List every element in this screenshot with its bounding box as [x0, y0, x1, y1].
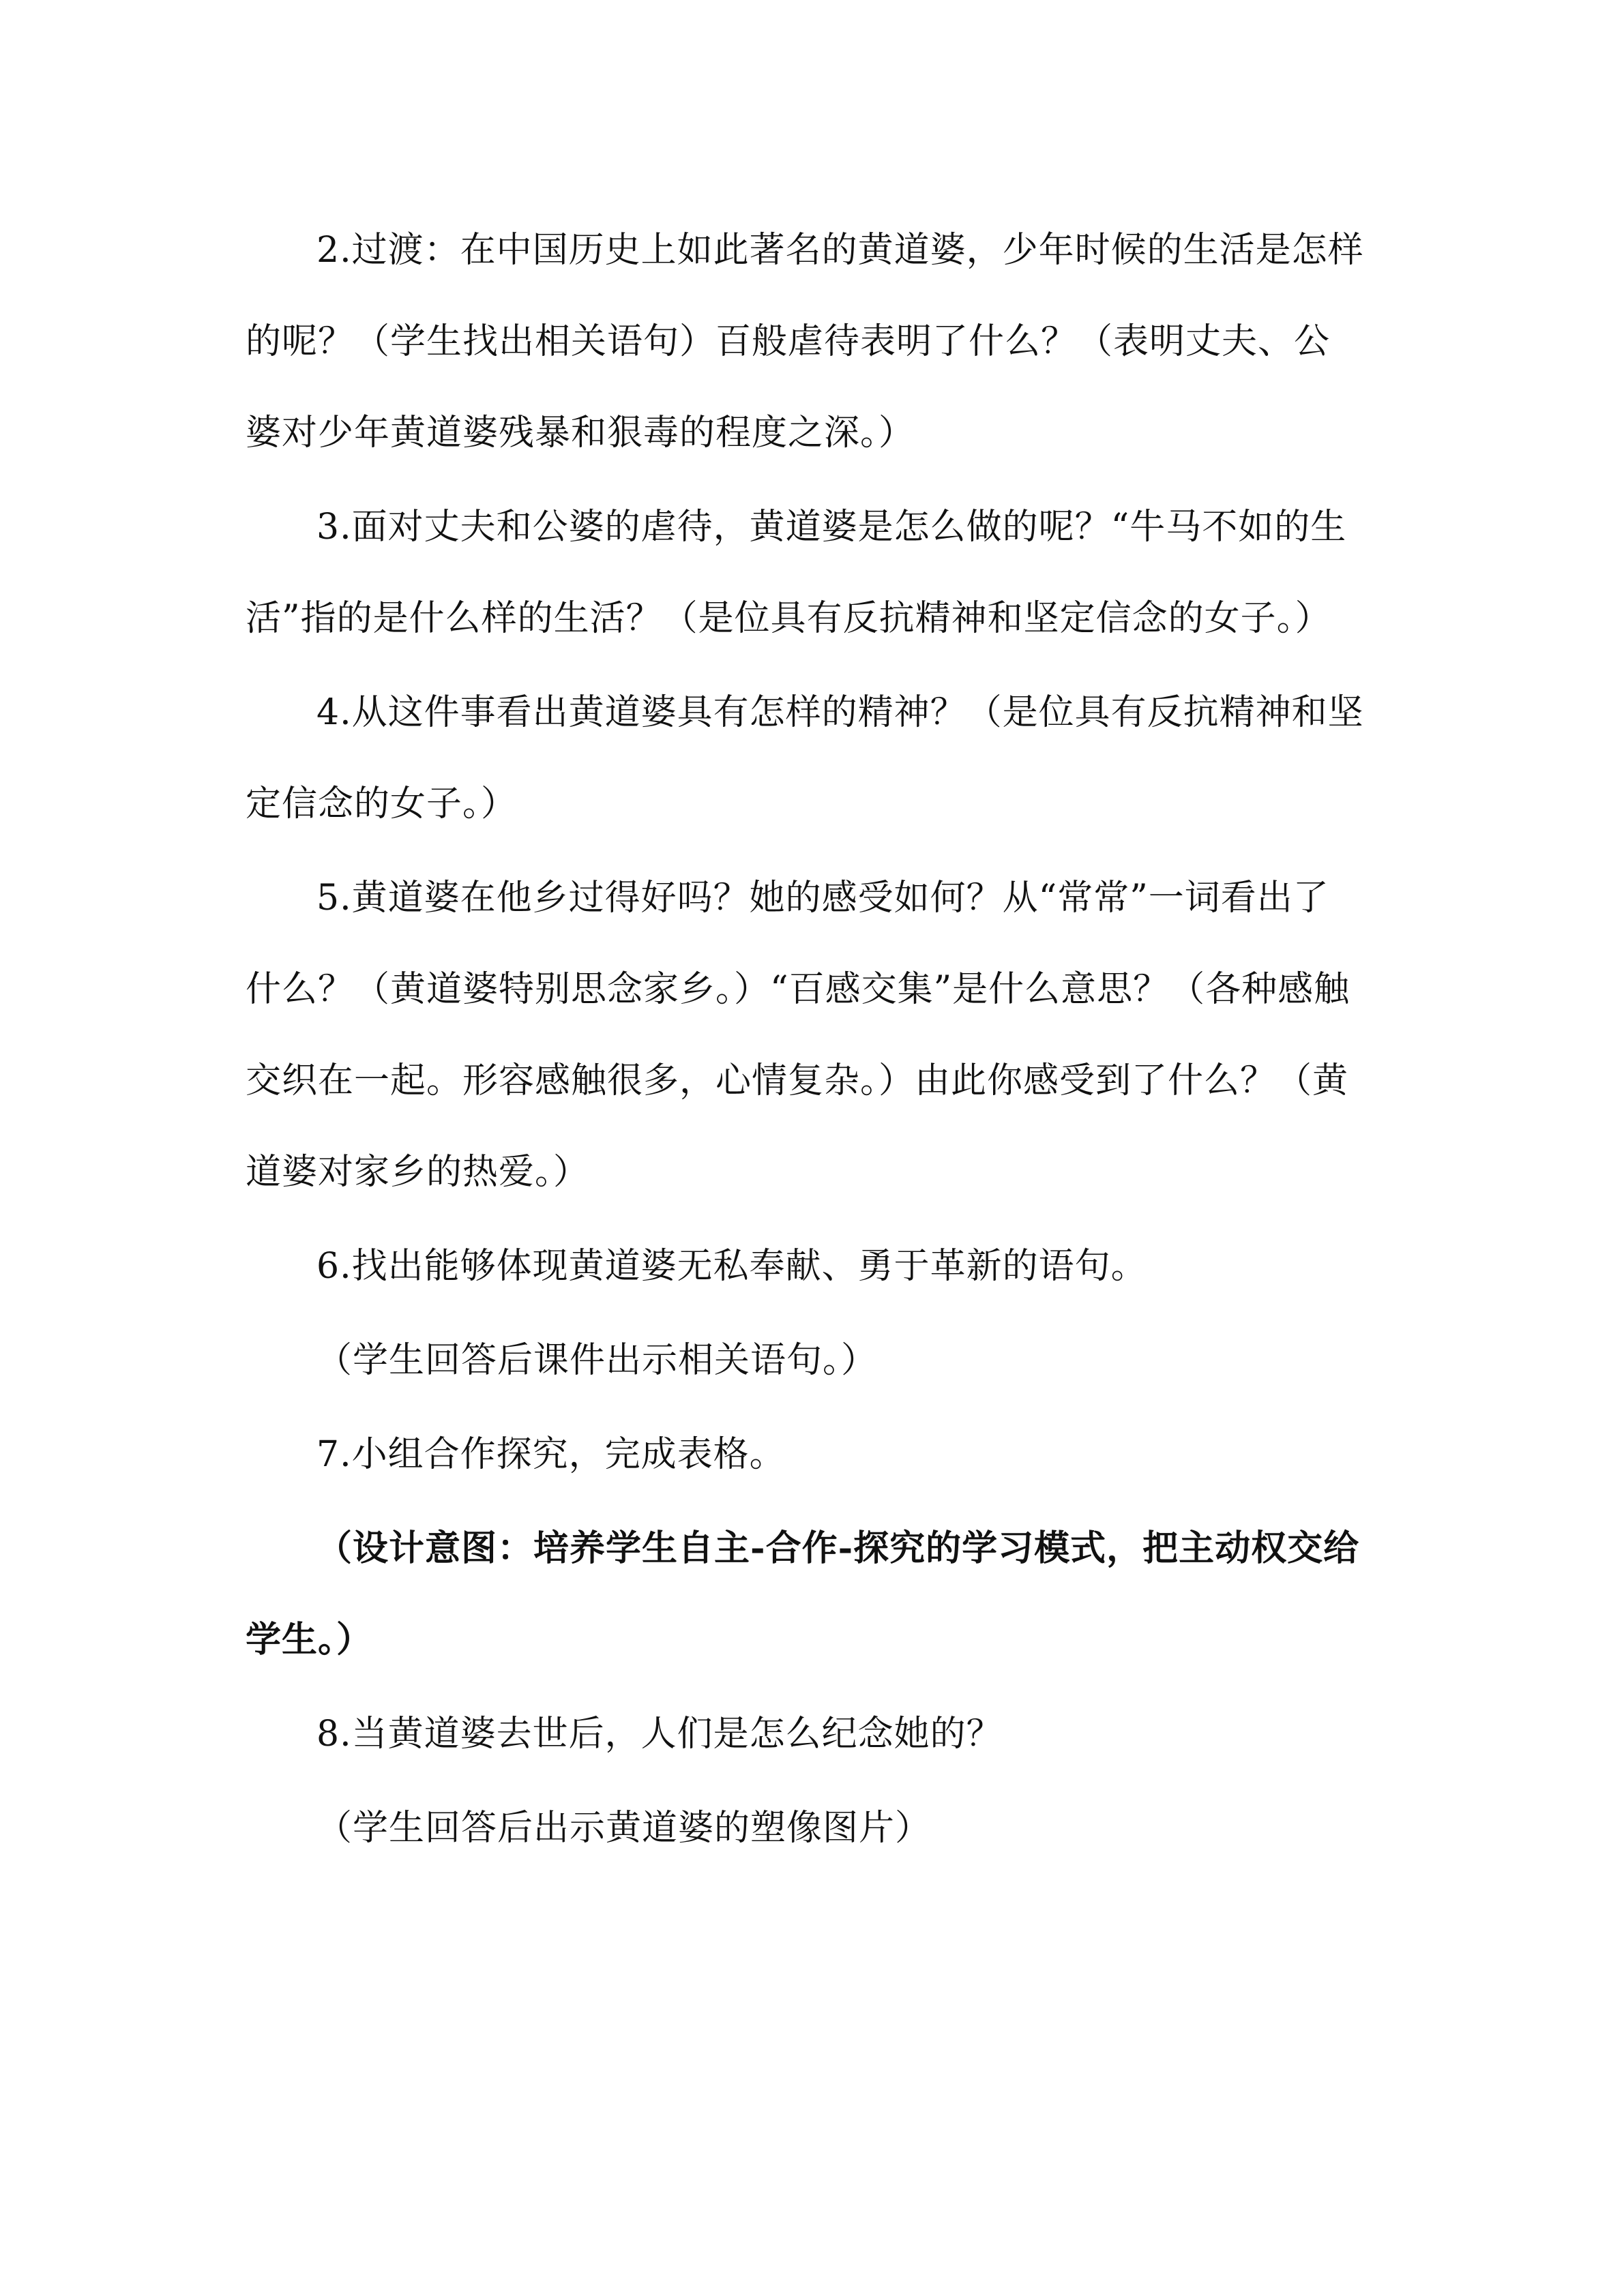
- paragraph-6: 6.找出能够体现黄道婆无私奉献、勇于革新的语句。: [316, 1246, 1147, 1287]
- paragraph-4: 4.从这件事看出黄道婆具有怎样的精神？（是位具有反抗精神和坚定信念的女子。）: [246, 692, 1364, 824]
- paragraph-8-note: （学生回答后出示黄道婆的塑像图片）: [316, 1808, 932, 1849]
- paragraph-8: 8.当黄道婆去世后，人们是怎么纪念她的？: [316, 1714, 1003, 1755]
- document-body: [246, 205, 1364, 1877]
- paragraph-5: 5.黄道婆在他乡过得好吗？她的感受如何？从“常常”一词看出了什么？（黄道婆特别思念家乡。）“百感交集”是什么意思？（各种感触交织在一起。形容感触很多，心情复杂。）由此你感受到了什么？（黄道婆对家乡的热爱。）: [246, 878, 1350, 1193]
- paragraph-7: 7.小组合作探究，完成表格。: [316, 1434, 786, 1475]
- paragraph-2: 2.过渡：在中国历史上如此著名的黄道婆，少年时候的生活是怎样的呢？（学生找出相关语句）百般虐待表明了什么？（表明丈夫、公婆对少年黄道婆残暴和狠毒的程度之深。）: [246, 230, 1364, 453]
- paragraph-6-note: （学生回答后课件出示相关语句。）: [316, 1340, 878, 1381]
- paragraph-3: 3.面对丈夫和公婆的虐待，黄道婆是怎么做的呢？“牛马不如的生活”指的是什么样的生活？（是位具有反抗精神和坚定信念的女子。）: [246, 507, 1347, 639]
- design-intent-note: （设计意图：培养学生自主-合作-探究的学习模式，把主动权交给学生。）: [246, 1527, 1360, 1660]
